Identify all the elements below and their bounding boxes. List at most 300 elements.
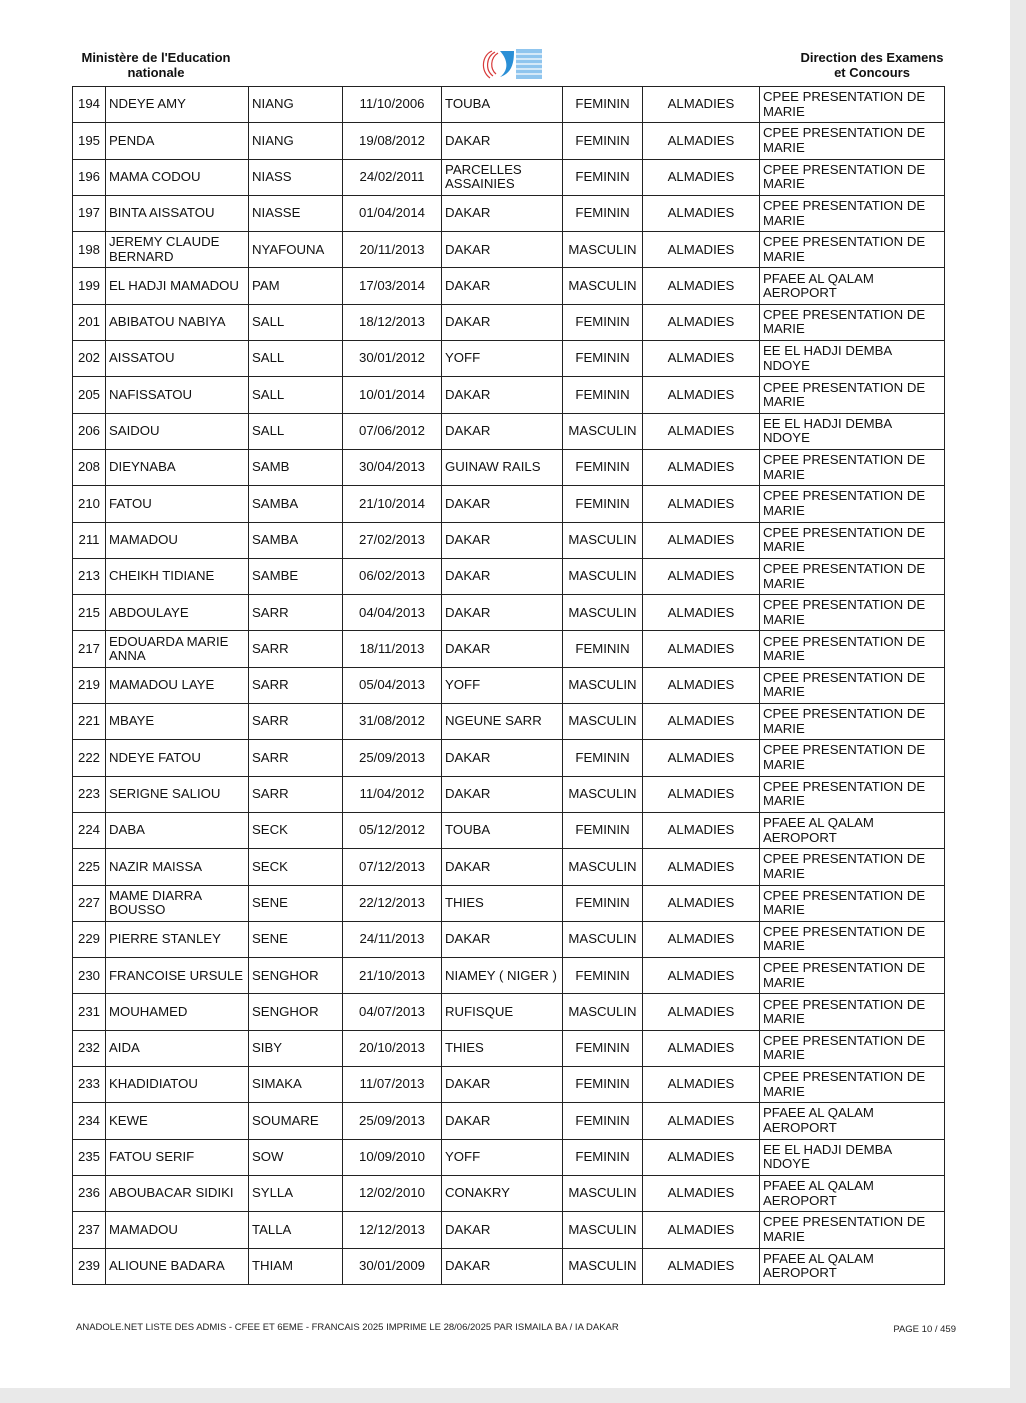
table-row <box>73 1139 945 1175</box>
table-row <box>73 885 945 921</box>
cell-school: CPEE PRESENTATION DE MARIE <box>760 522 945 558</box>
cell-number: 221 <box>73 704 106 740</box>
cell-number: 222 <box>73 740 106 776</box>
table-row <box>73 522 945 558</box>
table-body <box>73 87 945 1285</box>
cell-birth-date: 24/02/2011 <box>343 159 442 195</box>
cell-birth-place: DAKAR <box>442 486 563 522</box>
cell-number: 223 <box>73 776 106 812</box>
cell-last-name: SECK <box>249 812 343 848</box>
cell-first-name: AIDA <box>106 1030 249 1066</box>
cell-first-name: EDOUARDA MARIE ANNA <box>106 631 249 667</box>
cell-first-name: DABA <box>106 812 249 848</box>
cell-birth-date: 11/07/2013 <box>343 1067 442 1103</box>
cell-commune: ALMADIES <box>643 232 760 268</box>
cell-last-name: SARR <box>249 776 343 812</box>
cell-number: 205 <box>73 377 106 413</box>
cell-first-name: SAIDOU <box>106 413 249 449</box>
cell-number: 235 <box>73 1139 106 1175</box>
table-row <box>73 812 945 848</box>
table-row <box>73 776 945 812</box>
cell-birth-place: RUFISQUE <box>442 994 563 1030</box>
cell-school: CPEE PRESENTATION DE MARIE <box>760 558 945 594</box>
cell-commune: ALMADIES <box>643 776 760 812</box>
cell-first-name: MAMA CODOU <box>106 159 249 195</box>
cell-last-name: TALLA <box>249 1212 343 1248</box>
cell-birth-place: DAKAR <box>442 1248 563 1284</box>
cell-number: 199 <box>73 268 106 304</box>
cell-school: CPEE PRESENTATION DE MARIE <box>760 87 945 123</box>
table-row <box>73 304 945 340</box>
cell-commune: ALMADIES <box>643 812 760 848</box>
cell-birth-date: 05/04/2013 <box>343 667 442 703</box>
cell-school: EE EL HADJI DEMBA NDOYE <box>760 1139 945 1175</box>
cell-birth-date: 21/10/2013 <box>343 958 442 994</box>
cell-first-name: PENDA <box>106 123 249 159</box>
cell-school: CPEE PRESENTATION DE MARIE <box>760 486 945 522</box>
cell-first-name: MBAYE <box>106 704 249 740</box>
cell-birth-place: DAKAR <box>442 195 563 231</box>
cell-birth-place: GUINAW RAILS <box>442 449 563 485</box>
cell-last-name: SAMBA <box>249 522 343 558</box>
cell-sex: MASCULIN <box>563 704 643 740</box>
cell-birth-date: 07/06/2012 <box>343 413 442 449</box>
cell-number: 211 <box>73 522 106 558</box>
cell-birth-place: CONAKRY <box>442 1175 563 1211</box>
cell-sex: MASCULIN <box>563 849 643 885</box>
cell-last-name: SALL <box>249 413 343 449</box>
cell-school: EE EL HADJI DEMBA NDOYE <box>760 413 945 449</box>
cell-commune: ALMADIES <box>643 195 760 231</box>
cell-commune: ALMADIES <box>643 958 760 994</box>
cell-first-name: MAMADOU LAYE <box>106 667 249 703</box>
table-row <box>73 1067 945 1103</box>
table-row <box>73 377 945 413</box>
footer-print-info: ANADOLE.NET LISTE DES ADMIS - CFEE ET 6EME - FRANCAIS 2025 IMPRIME LE 28/06/2025 PAR ISMAILA BA / IA DAKAR <box>76 1322 619 1333</box>
cell-last-name: NIASSE <box>249 195 343 231</box>
table-row <box>73 159 945 195</box>
cell-school: CPEE PRESENTATION DE MARIE <box>760 595 945 631</box>
cell-birth-place: TOUBA <box>442 87 563 123</box>
cell-birth-date: 12/12/2013 <box>343 1212 442 1248</box>
cell-number: 195 <box>73 123 106 159</box>
cell-last-name: NYAFOUNA <box>249 232 343 268</box>
cell-school: PFAEE AL QALAM AEROPORT <box>760 1175 945 1211</box>
cell-first-name: JEREMY CLAUDE BERNARD <box>106 232 249 268</box>
cell-school: CPEE PRESENTATION DE MARIE <box>760 776 945 812</box>
cell-birth-date: 11/04/2012 <box>343 776 442 812</box>
cell-number: 230 <box>73 958 106 994</box>
cell-birth-date: 04/07/2013 <box>343 994 442 1030</box>
cell-sex: MASCULIN <box>563 1175 643 1211</box>
cell-birth-date: 19/08/2012 <box>343 123 442 159</box>
cell-birth-place: DAKAR <box>442 1212 563 1248</box>
cell-commune: ALMADIES <box>643 704 760 740</box>
cell-birth-place: DAKAR <box>442 413 563 449</box>
cell-birth-date: 20/10/2013 <box>343 1030 442 1066</box>
cell-commune: ALMADIES <box>643 631 760 667</box>
cell-sex: MASCULIN <box>563 522 643 558</box>
cell-birth-place: DAKAR <box>442 268 563 304</box>
cell-school: CPEE PRESENTATION DE MARIE <box>760 123 945 159</box>
cell-number: 227 <box>73 885 106 921</box>
cell-school: CPEE PRESENTATION DE MARIE <box>760 377 945 413</box>
cell-birth-place: DAKAR <box>442 522 563 558</box>
cell-school: CPEE PRESENTATION DE MARIE <box>760 304 945 340</box>
ministry-logo-icon <box>478 45 546 83</box>
cell-birth-place: THIES <box>442 885 563 921</box>
cell-birth-place: DAKAR <box>442 377 563 413</box>
cell-sex: FEMININ <box>563 740 643 776</box>
table-row <box>73 558 945 594</box>
table-row <box>73 341 945 377</box>
cell-sex: FEMININ <box>563 486 643 522</box>
cell-last-name: SENGHOR <box>249 958 343 994</box>
cell-birth-date: 30/04/2013 <box>343 449 442 485</box>
cell-last-name: SAMBA <box>249 486 343 522</box>
cell-first-name: KEWE <box>106 1103 249 1139</box>
cell-school: PFAEE AL QALAM AEROPORT <box>760 812 945 848</box>
table-row <box>73 958 945 994</box>
cell-number: 194 <box>73 87 106 123</box>
cell-number: 225 <box>73 849 106 885</box>
cell-last-name: SAMB <box>249 449 343 485</box>
cell-last-name: SYLLA <box>249 1175 343 1211</box>
cell-first-name: MAMADOU <box>106 1212 249 1248</box>
cell-number: 206 <box>73 413 106 449</box>
cell-last-name: NIASS <box>249 159 343 195</box>
cell-last-name: SIMAKA <box>249 1067 343 1103</box>
cell-birth-place: DAKAR <box>442 595 563 631</box>
cell-birth-place: NIAMEY ( NIGER ) <box>442 958 563 994</box>
cell-last-name: SOUMARE <box>249 1103 343 1139</box>
cell-number: 208 <box>73 449 106 485</box>
cell-school: CPEE PRESENTATION DE MARIE <box>760 232 945 268</box>
cell-birth-place: DAKAR <box>442 849 563 885</box>
cell-birth-place: DAKAR <box>442 1067 563 1103</box>
cell-first-name: CHEIKH TIDIANE <box>106 558 249 594</box>
cell-school: CPEE PRESENTATION DE MARIE <box>760 1212 945 1248</box>
cell-birth-date: 27/02/2013 <box>343 522 442 558</box>
table-row <box>73 1030 945 1066</box>
cell-birth-date: 01/04/2014 <box>343 195 442 231</box>
cell-birth-place: DAKAR <box>442 123 563 159</box>
cell-school: CPEE PRESENTATION DE MARIE <box>760 1067 945 1103</box>
cell-school: CPEE PRESENTATION DE MARIE <box>760 921 945 957</box>
cell-first-name: FATOU SERIF <box>106 1139 249 1175</box>
cell-sex: MASCULIN <box>563 1248 643 1284</box>
cell-birth-date: 10/09/2010 <box>343 1139 442 1175</box>
cell-commune: ALMADIES <box>643 994 760 1030</box>
cell-birth-date: 20/11/2013 <box>343 232 442 268</box>
cell-school: CPEE PRESENTATION DE MARIE <box>760 449 945 485</box>
cell-birth-place: TOUBA <box>442 812 563 848</box>
cell-commune: ALMADIES <box>643 1030 760 1066</box>
cell-first-name: NAFISSATOU <box>106 377 249 413</box>
table-row <box>73 413 945 449</box>
cell-commune: ALMADIES <box>643 522 760 558</box>
table-row <box>73 1103 945 1139</box>
cell-birth-place: DAKAR <box>442 232 563 268</box>
cell-first-name: FATOU <box>106 486 249 522</box>
cell-commune: ALMADIES <box>643 1067 760 1103</box>
cell-school: CPEE PRESENTATION DE MARIE <box>760 195 945 231</box>
cell-birth-place: DAKAR <box>442 1103 563 1139</box>
cell-first-name: MAME DIARRA BOUSSO <box>106 885 249 921</box>
cell-school: CPEE PRESENTATION DE MARIE <box>760 667 945 703</box>
table-row <box>73 994 945 1030</box>
cell-birth-date: 30/01/2012 <box>343 341 442 377</box>
ministry-header-line2: nationale <box>127 65 185 80</box>
cell-sex: MASCULIN <box>563 667 643 703</box>
cell-commune: ALMADIES <box>643 558 760 594</box>
cell-last-name: NIANG <box>249 123 343 159</box>
cell-commune: ALMADIES <box>643 268 760 304</box>
cell-birth-date: 18/12/2013 <box>343 304 442 340</box>
table-row <box>73 667 945 703</box>
table-row <box>73 123 945 159</box>
cell-number: 202 <box>73 341 106 377</box>
cell-sex: FEMININ <box>563 1103 643 1139</box>
cell-number: 215 <box>73 595 106 631</box>
cell-birth-date: 22/12/2013 <box>343 885 442 921</box>
table-row <box>73 232 945 268</box>
cell-school: CPEE PRESENTATION DE MARIE <box>760 159 945 195</box>
cell-commune: ALMADIES <box>643 667 760 703</box>
cell-number: 197 <box>73 195 106 231</box>
cell-number: 201 <box>73 304 106 340</box>
cell-last-name: SARR <box>249 631 343 667</box>
table-row <box>73 449 945 485</box>
cell-school: CPEE PRESENTATION DE MARIE <box>760 885 945 921</box>
cell-number: 232 <box>73 1030 106 1066</box>
cell-sex: MASCULIN <box>563 921 643 957</box>
table-row <box>73 1175 945 1211</box>
cell-school: CPEE PRESENTATION DE MARIE <box>760 631 945 667</box>
cell-birth-place: YOFF <box>442 341 563 377</box>
cell-last-name: SAMBE <box>249 558 343 594</box>
cell-number: 217 <box>73 631 106 667</box>
table-row <box>73 87 945 123</box>
cell-first-name: MOUHAMED <box>106 994 249 1030</box>
cell-sex: MASCULIN <box>563 413 643 449</box>
cell-school: PFAEE AL QALAM AEROPORT <box>760 268 945 304</box>
cell-commune: ALMADIES <box>643 377 760 413</box>
cell-school: CPEE PRESENTATION DE MARIE <box>760 958 945 994</box>
cell-birth-date: 05/12/2012 <box>343 812 442 848</box>
cell-sex: FEMININ <box>563 195 643 231</box>
cell-sex: MASCULIN <box>563 232 643 268</box>
cell-commune: ALMADIES <box>643 740 760 776</box>
cell-sex: FEMININ <box>563 1139 643 1175</box>
cell-number: 198 <box>73 232 106 268</box>
table-row <box>73 631 945 667</box>
table-row <box>73 1212 945 1248</box>
cell-first-name: NDEYE FATOU <box>106 740 249 776</box>
cell-sex: MASCULIN <box>563 994 643 1030</box>
cell-last-name: SENGHOR <box>249 994 343 1030</box>
cell-number: 231 <box>73 994 106 1030</box>
cell-commune: ALMADIES <box>643 341 760 377</box>
cell-birth-date: 30/01/2009 <box>343 1248 442 1284</box>
cell-first-name: AISSATOU <box>106 341 249 377</box>
cell-last-name: SECK <box>249 849 343 885</box>
table-row <box>73 849 945 885</box>
cell-sex: MASCULIN <box>563 1212 643 1248</box>
cell-commune: ALMADIES <box>643 885 760 921</box>
cell-number: 196 <box>73 159 106 195</box>
cell-birth-date: 21/10/2014 <box>343 486 442 522</box>
cell-birth-place: DAKAR <box>442 776 563 812</box>
table-row <box>73 921 945 957</box>
cell-commune: ALMADIES <box>643 1139 760 1175</box>
cell-last-name: SENE <box>249 921 343 957</box>
cell-first-name: ALIOUNE BADARA <box>106 1248 249 1284</box>
cell-birth-place: DAKAR <box>442 631 563 667</box>
cell-birth-date: 25/09/2013 <box>343 1103 442 1139</box>
cell-school: CPEE PRESENTATION DE MARIE <box>760 1030 945 1066</box>
cell-school: PFAEE AL QALAM AEROPORT <box>760 1248 945 1284</box>
cell-last-name: THIAM <box>249 1248 343 1284</box>
cell-sex: FEMININ <box>563 341 643 377</box>
cell-birth-date: 31/08/2012 <box>343 704 442 740</box>
cell-first-name: EL HADJI MAMADOU <box>106 268 249 304</box>
cell-last-name: SARR <box>249 704 343 740</box>
cell-sex: FEMININ <box>563 123 643 159</box>
cell-commune: ALMADIES <box>643 486 760 522</box>
cell-last-name: SOW <box>249 1139 343 1175</box>
cell-commune: ALMADIES <box>643 87 760 123</box>
cell-number: 229 <box>73 921 106 957</box>
cell-birth-place: PARCELLES ASSAINIES <box>442 159 563 195</box>
cell-first-name: NAZIR MAISSA <box>106 849 249 885</box>
cell-school: CPEE PRESENTATION DE MARIE <box>760 740 945 776</box>
table-row <box>73 195 945 231</box>
cell-birth-date: 25/09/2013 <box>343 740 442 776</box>
cell-commune: ALMADIES <box>643 849 760 885</box>
cell-commune: ALMADIES <box>643 921 760 957</box>
cell-last-name: SALL <box>249 304 343 340</box>
cell-sex: FEMININ <box>563 449 643 485</box>
cell-first-name: SERIGNE SALIOU <box>106 776 249 812</box>
directorate-header-line2: et Concours <box>834 65 910 80</box>
cell-number: 210 <box>73 486 106 522</box>
cell-birth-date: 17/03/2014 <box>343 268 442 304</box>
cell-commune: ALMADIES <box>643 595 760 631</box>
cell-number: 233 <box>73 1067 106 1103</box>
cell-last-name: NIANG <box>249 87 343 123</box>
cell-commune: ALMADIES <box>643 1103 760 1139</box>
cell-sex: FEMININ <box>563 812 643 848</box>
table-row <box>73 740 945 776</box>
table-row <box>73 486 945 522</box>
cell-last-name: SARR <box>249 595 343 631</box>
cell-commune: ALMADIES <box>643 413 760 449</box>
cell-first-name: KHADIDIATOU <box>106 1067 249 1103</box>
cell-number: 224 <box>73 812 106 848</box>
table-row <box>73 268 945 304</box>
table-row <box>73 1248 945 1284</box>
cell-first-name: NDEYE AMY <box>106 87 249 123</box>
cell-first-name: FRANCOISE URSULE <box>106 958 249 994</box>
cell-last-name: PAM <box>249 268 343 304</box>
cell-commune: ALMADIES <box>643 1248 760 1284</box>
directorate-header-line1: Direction des Examens <box>800 50 944 65</box>
cell-birth-place: YOFF <box>442 667 563 703</box>
cell-number: 239 <box>73 1248 106 1284</box>
cell-commune: ALMADIES <box>643 1212 760 1248</box>
cell-first-name: ABDOULAYE <box>106 595 249 631</box>
cell-last-name: SARR <box>249 740 343 776</box>
cell-commune: ALMADIES <box>643 1175 760 1211</box>
cell-sex: FEMININ <box>563 304 643 340</box>
cell-sex: FEMININ <box>563 1030 643 1066</box>
ministry-header <box>70 50 242 80</box>
page-number: PAGE 10 / 459 <box>893 1324 956 1335</box>
cell-birth-date: 18/11/2013 <box>343 631 442 667</box>
cell-sex: MASCULIN <box>563 558 643 594</box>
cell-school: CPEE PRESENTATION DE MARIE <box>760 849 945 885</box>
cell-sex: FEMININ <box>563 885 643 921</box>
cell-number: 213 <box>73 558 106 594</box>
cell-commune: ALMADIES <box>643 123 760 159</box>
cell-first-name: ABOUBACAR SIDIKI <box>106 1175 249 1211</box>
ministry-header-line1: Ministère de l'Education <box>81 50 231 65</box>
cell-sex: MASCULIN <box>563 595 643 631</box>
cell-last-name: SARR <box>249 667 343 703</box>
cell-sex: MASCULIN <box>563 776 643 812</box>
table-row <box>73 595 945 631</box>
cell-birth-date: 07/12/2013 <box>343 849 442 885</box>
directorate-header <box>782 50 962 80</box>
cell-birth-place: DAKAR <box>442 558 563 594</box>
cell-birth-date: 12/02/2010 <box>343 1175 442 1211</box>
cell-last-name: SIBY <box>249 1030 343 1066</box>
cell-sex: MASCULIN <box>563 268 643 304</box>
cell-first-name: MAMADOU <box>106 522 249 558</box>
cell-number: 237 <box>73 1212 106 1248</box>
cell-birth-date: 11/10/2006 <box>343 87 442 123</box>
cell-birth-place: DAKAR <box>442 740 563 776</box>
cell-sex: FEMININ <box>563 1067 643 1103</box>
cell-sex: FEMININ <box>563 159 643 195</box>
cell-birth-date: 04/04/2013 <box>343 595 442 631</box>
admitted-list-table <box>72 86 945 1285</box>
cell-commune: ALMADIES <box>643 304 760 340</box>
cell-school: PFAEE AL QALAM AEROPORT <box>760 1103 945 1139</box>
cell-sex: FEMININ <box>563 377 643 413</box>
cell-sex: FEMININ <box>563 631 643 667</box>
cell-birth-date: 24/11/2013 <box>343 921 442 957</box>
cell-birth-place: DAKAR <box>442 304 563 340</box>
cell-birth-place: NGEUNE SARR <box>442 704 563 740</box>
cell-last-name: SALL <box>249 377 343 413</box>
cell-last-name: SENE <box>249 885 343 921</box>
cell-sex: FEMININ <box>563 958 643 994</box>
cell-birth-place: DAKAR <box>442 921 563 957</box>
cell-number: 236 <box>73 1175 106 1211</box>
cell-commune: ALMADIES <box>643 449 760 485</box>
cell-school: CPEE PRESENTATION DE MARIE <box>760 994 945 1030</box>
cell-school: CPEE PRESENTATION DE MARIE <box>760 704 945 740</box>
cell-birth-place: THIES <box>442 1030 563 1066</box>
cell-birth-place: YOFF <box>442 1139 563 1175</box>
cell-last-name: SALL <box>249 341 343 377</box>
cell-first-name: BINTA AISSATOU <box>106 195 249 231</box>
cell-birth-date: 10/01/2014 <box>343 377 442 413</box>
cell-first-name: DIEYNABA <box>106 449 249 485</box>
table-row <box>73 704 945 740</box>
